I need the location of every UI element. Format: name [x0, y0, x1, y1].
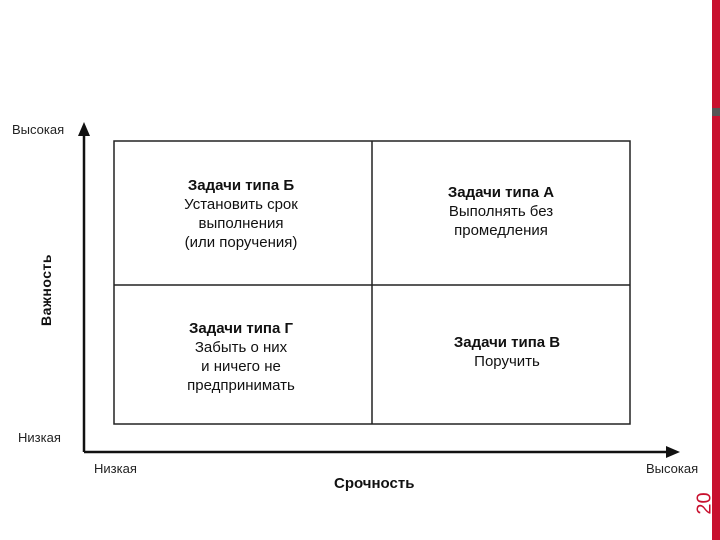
quadrant-type-a-line: промедления [454, 222, 548, 239]
quadrant-type-b-line: выполнения [198, 215, 284, 232]
quadrant-type-v-line: Поручить [474, 353, 540, 370]
quadrant-type-b-line: Установить срок [184, 196, 298, 213]
quadrant-type-g [136, 319, 346, 395]
quadrant-type-b [136, 176, 346, 252]
quadrant-type-b-line: (или поручения) [184, 234, 298, 251]
quadrant-type-a-title: Задачи типа А [447, 184, 555, 201]
quadrant-type-a-line: Выполнять без [448, 203, 554, 220]
page-number: 20 [693, 492, 716, 515]
quadrant-type-b-title: Задачи типа Б [187, 177, 295, 194]
quadrant-type-v [402, 333, 612, 371]
side-accent-mid [712, 108, 720, 116]
y-axis-arrow [78, 122, 90, 136]
side-accent-top [712, 0, 720, 108]
x-axis-arrow [666, 446, 680, 458]
x-axis-high-label: Высокая [646, 461, 699, 476]
side-accent-bottom [712, 116, 720, 540]
y-axis-high-label: Высокая [12, 122, 65, 137]
y-axis-low-label: Низкая [18, 430, 61, 445]
quadrant-type-g-line: Забыть о них [194, 339, 288, 356]
quadrant-type-a [396, 183, 606, 240]
y-axis-title: Важность [38, 254, 54, 326]
quadrant-type-v-title: Задачи типа В [453, 334, 561, 351]
quadrant-type-g-line: и ничего не [201, 358, 281, 375]
quadrant-type-g-title: Задачи типа Г [189, 320, 293, 337]
quadrant-type-g-line: предпринимать [187, 377, 295, 394]
x-axis-low-label: Низкая [94, 461, 137, 476]
x-axis-title: Срочность [334, 475, 415, 492]
